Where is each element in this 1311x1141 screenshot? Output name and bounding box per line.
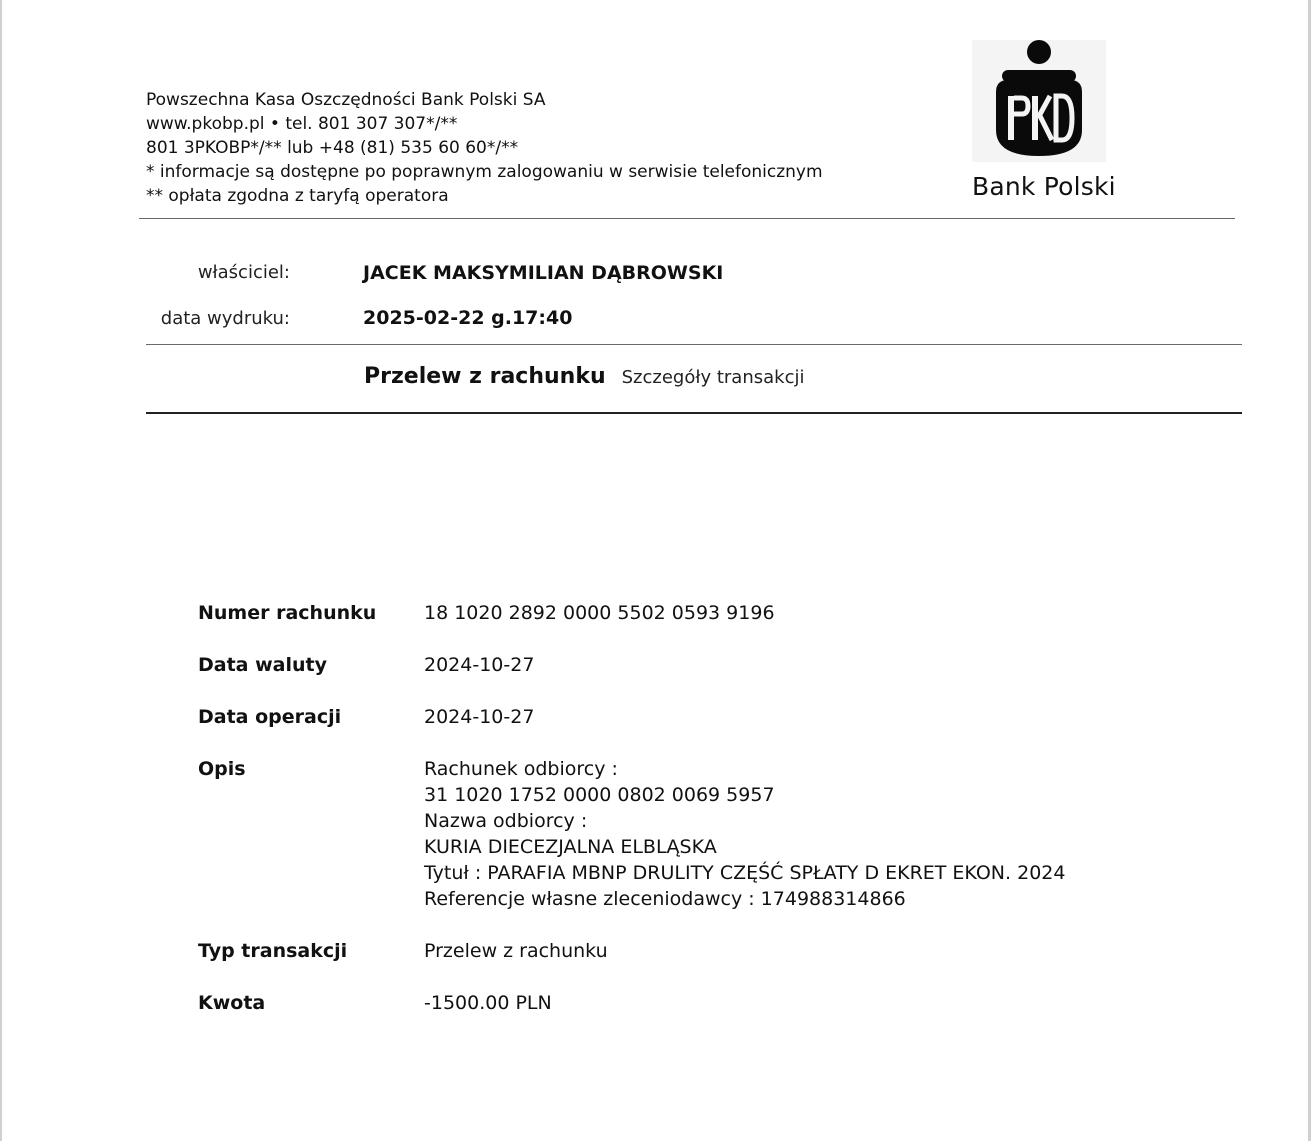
page-border-left xyxy=(0,0,2,1141)
operation-date-value: 2024-10-27 xyxy=(424,706,535,728)
detail-row-description xyxy=(198,756,1198,912)
account-number-value: 18 1020 2892 0000 5502 0593 9196 xyxy=(424,602,775,624)
amount-label: Kwota xyxy=(198,992,266,1014)
title-sub: Szczegóły transakcji xyxy=(621,367,805,388)
operation-date-label: Data operacji xyxy=(198,706,342,728)
value-date-value: 2024-10-27 xyxy=(424,654,535,676)
owner-label: właściciel: xyxy=(197,262,290,283)
description-line: 31 1020 1752 0000 0802 0069 5957 xyxy=(424,784,775,806)
account-number-label: Numer rachunku xyxy=(198,602,377,624)
owner-value: JACEK MAKSYMILIAN DĄBROWSKI xyxy=(363,262,724,284)
bank-fee-note: ** opłata zgodna z taryfą operatora xyxy=(146,186,449,206)
description-line: Tytuł : PARAFIA MBNP DRULITY CZĘŚĆ SPŁATY D EKRET EKON. 2024 xyxy=(424,862,1066,884)
page-title xyxy=(364,364,804,389)
value-date-label: Data waluty xyxy=(198,654,327,676)
description-line: Rachunek odbiorcy : xyxy=(424,758,618,780)
pko-bp-logo-icon xyxy=(972,40,1106,162)
description-line: Nazwa odbiorcy : xyxy=(424,810,588,832)
transaction-type-value: Przelew z rachunku xyxy=(424,940,608,962)
bank-website-phone: www.pkobp.pl • tel. 801 307 307*/** xyxy=(146,114,458,134)
description-line: Referencje własne zleceniodawcy : 174988314866 xyxy=(424,888,906,910)
title-divider xyxy=(146,412,1242,414)
print-date-value: 2025-02-22 g.17:40 xyxy=(363,307,573,329)
transaction-type-label: Typ transakcji xyxy=(198,940,348,962)
bank-name: Powszechna Kasa Oszczędności Bank Polski SA xyxy=(146,90,546,110)
description-label: Opis xyxy=(198,758,246,780)
bank-logo-text: Bank Polski xyxy=(972,172,1116,201)
transaction-details xyxy=(198,600,1198,1042)
bank-phone-alt: 801 3PKOBP*/** lub +48 (81) 535 60 60*/** xyxy=(146,138,519,158)
description-value xyxy=(424,756,1065,912)
header-divider xyxy=(139,218,1235,219)
bank-logo xyxy=(972,40,1116,210)
detail-row-amount xyxy=(198,990,1198,1016)
amount-value: -1500.00 PLN xyxy=(424,992,552,1014)
detail-row-operation-date xyxy=(198,704,1198,730)
bank-info-note: * informacje są dostępne po poprawnym zalogowaniu w serwisie telefonicznym xyxy=(146,162,823,182)
detail-row-transaction-type xyxy=(198,938,1198,964)
title-main: Przelew z rachunku xyxy=(364,364,606,389)
detail-row-account-number xyxy=(198,600,1198,626)
bank-contact-info xyxy=(146,88,823,208)
detail-row-value-date xyxy=(198,652,1198,678)
description-line: KURIA DIECEZJALNA ELBLĄSKA xyxy=(424,836,717,858)
meta-divider xyxy=(146,344,1242,345)
print-date-label: data wydruku: xyxy=(160,308,290,329)
